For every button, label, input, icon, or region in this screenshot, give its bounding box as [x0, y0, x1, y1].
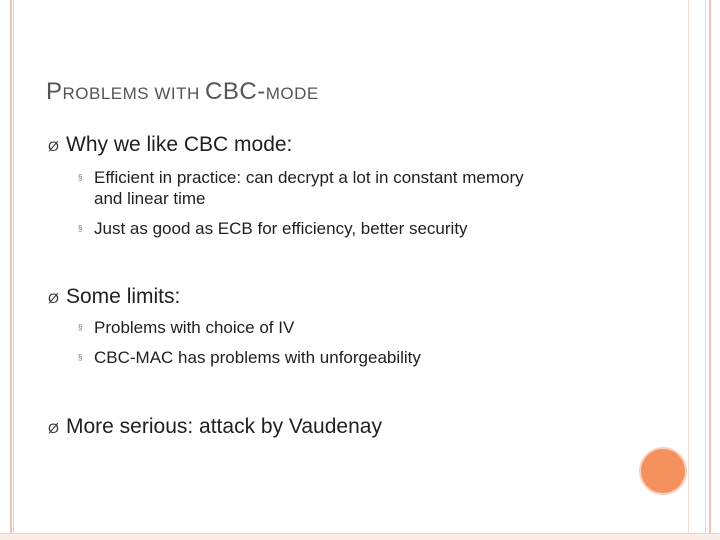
slide-title: PROBLEMS WITH CBC-MODE: [46, 78, 319, 105]
frame-line-right-third: [688, 0, 689, 540]
square-bullet-icon: §: [78, 353, 83, 362]
sub-bullet-text: Problems with choice of IV: [94, 318, 295, 337]
square-bullet-icon: §: [78, 224, 83, 233]
sub-bullet-item: [78, 167, 524, 209]
bullet-item: [48, 133, 292, 157]
frame-line-left-inner: [13, 0, 14, 540]
sub-bullet-item: [78, 347, 421, 368]
bullet-text: More serious: attack by Vaudenay: [66, 415, 382, 438]
bullet-text: Some limits:: [66, 285, 181, 308]
square-bullet-icon: §: [78, 323, 83, 332]
bullet-item: [48, 285, 180, 309]
frame-line-bottom: [0, 533, 720, 540]
sub-bullet-item: [78, 317, 294, 338]
bullet-text: Why we like CBC mode:: [66, 133, 293, 156]
sub-bullet-text: CBC-MAC has problems with unforgeability: [94, 348, 421, 367]
sub-bullet-item: [78, 218, 468, 239]
decorative-circle-icon: [641, 449, 685, 493]
sub-bullet-text: Just as good as ECB for efficiency, better security: [94, 219, 468, 238]
arrow-bullet-icon: Ø: [48, 290, 59, 306]
arrow-bullet-icon: Ø: [48, 420, 59, 436]
frame-line-left: [10, 0, 12, 540]
frame-line-right-inner: [705, 0, 706, 540]
square-bullet-icon: §: [78, 173, 83, 182]
bullet-item: [48, 415, 382, 439]
arrow-bullet-icon: Ø: [48, 138, 59, 154]
frame-line-right: [709, 0, 711, 540]
sub-bullet-text: Efficient in practice: can decrypt a lot in constant memory and linear time: [94, 168, 524, 208]
